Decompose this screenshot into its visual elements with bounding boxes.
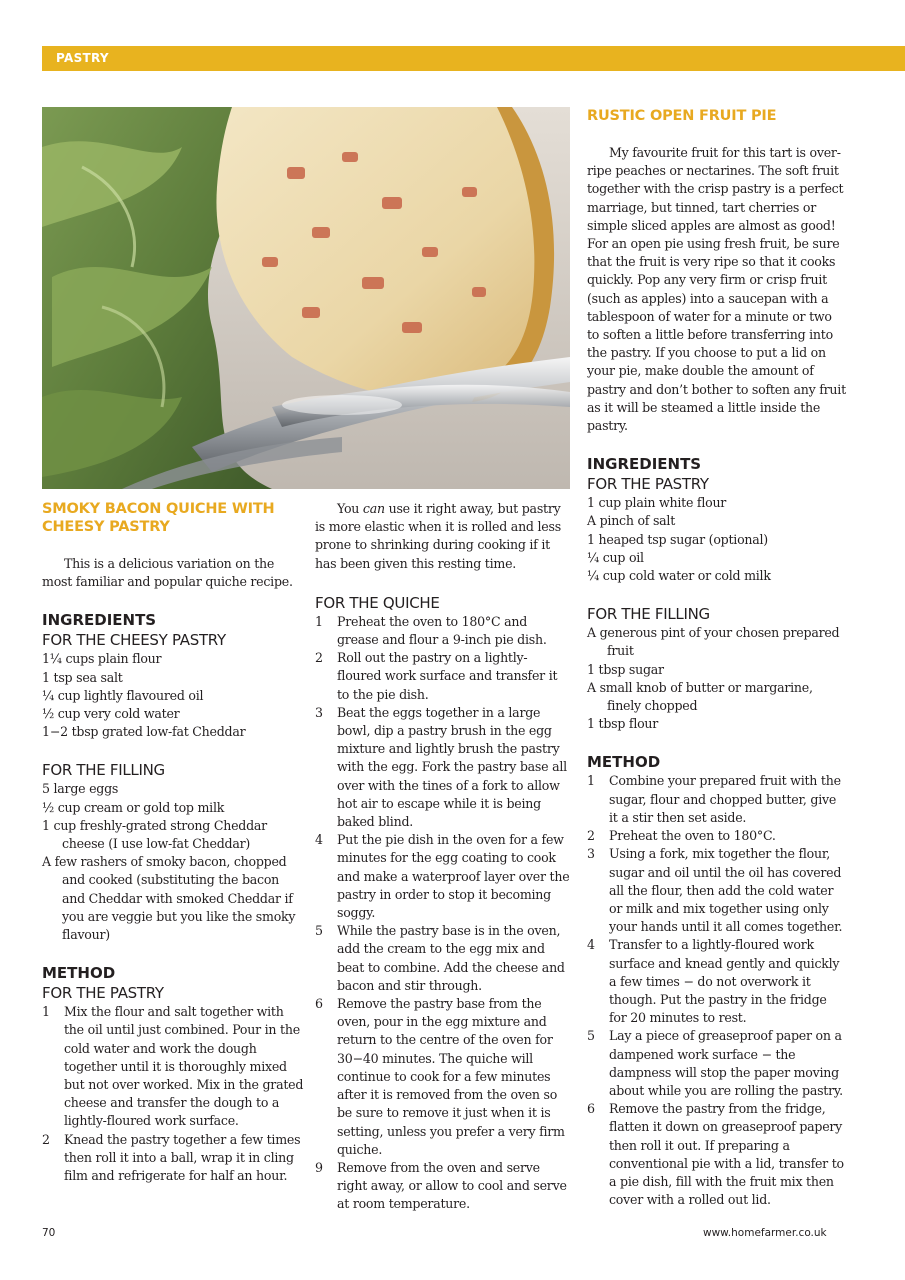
list-item <box>587 845 847 936</box>
quiche-filling-list <box>42 780 304 944</box>
list-item <box>315 995 570 1159</box>
quiche-photo <box>42 107 570 489</box>
list-item <box>315 704 570 831</box>
quiche-method-pastry-steps <box>42 1003 304 1185</box>
resting-note <box>315 500 570 573</box>
step-text: Combine your prepared fruit with the sugar, flour and chopped butter, give it a stir then set aside. <box>609 773 841 825</box>
list-item: 5 large eggs <box>42 781 119 797</box>
list-item: A few rashers of smoky bacon, chopped and cooked (substituting the bacon and Cheddar with smoked Cheddar if you are veggie but you like the smoky flavour) <box>42 854 296 943</box>
list-item <box>587 1027 847 1100</box>
list-item <box>587 1100 847 1209</box>
fruit-pie-title: RUSTIC OPEN FRUIT PIE <box>587 108 777 124</box>
list-item <box>315 831 570 922</box>
list-item: A pinch of salt <box>587 513 676 529</box>
fruit-pie-method-steps <box>587 772 847 1209</box>
list-item <box>315 1159 570 1214</box>
quiche-method-quiche-heading: FOR THE QUICHE <box>315 593 440 612</box>
quiche-pastry-heading: FOR THE CHEESY PASTRY <box>42 631 226 650</box>
list-item <box>587 772 847 827</box>
list-item <box>587 827 847 845</box>
quiche-method-pastry-heading: FOR THE PASTRY <box>42 984 164 1003</box>
list-item: ¼ cup cold water or cold milk <box>587 568 771 584</box>
step-text: Remove the pastry from the fridge, flatten it down on greaseproof papery then roll it out. If preparing a conventional pie with a lid, transfer to a pie dish, fill with the fruit mix then cover with a rolled out lid. <box>609 1101 844 1208</box>
fruit-pie-column <box>587 107 847 1209</box>
list-item: ¼ cup lightly flavoured oil <box>42 687 204 703</box>
quiche-photo-illustration <box>42 107 570 489</box>
list-item: 1 tbsp sugar <box>587 661 664 677</box>
list-item <box>587 936 847 1027</box>
section-label: PASTRY <box>56 51 109 65</box>
step-number: 4 <box>315 832 323 848</box>
list-item <box>42 1131 304 1186</box>
page-number: 70 <box>42 1227 56 1239</box>
quiche-method-quiche-steps <box>315 613 570 1214</box>
resting-note-emphasis: can <box>362 501 385 516</box>
website-link[interactable]: www.homefarmer.co.uk <box>703 1227 827 1239</box>
list-item: A generous pint of your chosen prepared fruit <box>587 625 840 659</box>
fruit-pie-ingredients-heading: INGREDIENTS <box>587 455 702 474</box>
fruit-pie-intro: My favourite fruit for this tart is over-ripe peaches or nectarines. The soft fruit together with the crisp pastry is a perfect marriage, but tinned, tart cherries or simple sliced apples are almost as good! For an open pie using fresh fruit, be sure that the fruit is very ripe so that it cooks quickly. Pop any very firm or crisp fruit (such as apples) into a saucepan with a tablespoon of water for a minute or two to soften a little before transferring into the pastry. If you choose to put a lid on your pie, make double the amount of pastry and don’t bother to soften any fruit as it will be steamed a little inside the pastry. <box>587 145 846 434</box>
quiche-filling-heading: FOR THE FILLING <box>42 761 165 780</box>
quiche-ingredients-heading: INGREDIENTS <box>42 611 157 630</box>
fruit-pie-filling-heading: FOR THE FILLING <box>587 605 710 624</box>
list-item: 1 tsp sea salt <box>42 669 123 685</box>
step-number: 2 <box>42 1131 50 1147</box>
step-number: 1 <box>42 1004 50 1020</box>
step-text: Knead the pastry together a few times then roll it into a ball, wrap it in cling film and refrigerate for half an hour. <box>64 1131 301 1184</box>
step-number: 5 <box>587 1028 595 1044</box>
step-number: 4 <box>587 937 595 953</box>
step-text: Preheat the oven to 180°C. <box>609 828 776 844</box>
step-text: Remove from the oven and serve right away, or allow to cool and serve at room temperature. <box>337 1159 567 1212</box>
step-number: 6 <box>587 1101 595 1117</box>
fruit-pie-filling-list <box>587 624 847 733</box>
quiche-column-1 <box>42 500 304 1185</box>
quiche-method-heading: METHOD <box>42 964 116 983</box>
step-text: Put the pie dish in the oven for a few minutes for the egg coating to cook and make a waterproof layer over the pastry in order to stop it becoming soggy. <box>337 832 570 921</box>
list-item: 1¼ cups plain flour <box>42 651 162 667</box>
fruit-pie-pastry-list <box>587 494 847 585</box>
step-text: Lay a piece of greaseproof paper on a dampened work surface − the dampness will stop the paper moving about while you are rolling the pastry. <box>609 1028 843 1098</box>
fruit-pie-method-heading: METHOD <box>587 753 661 772</box>
quiche-column-2 <box>315 500 570 1214</box>
step-text: Using a fork, mix together the flour, sugar and oil until the oil has covered all the flour, then add the cold water or milk and mix together using only your hands until it all comes together. <box>609 846 843 935</box>
step-number: 1 <box>587 773 595 789</box>
step-number: 9 <box>315 1159 323 1175</box>
list-item: ½ cup very cold water <box>42 706 180 722</box>
step-number: 2 <box>587 828 595 844</box>
list-item: ¼ cup oil <box>587 549 644 565</box>
list-item: 1 tbsp flour <box>587 716 659 732</box>
list-item: 1 cup freshly-grated strong Cheddar cheese (I use low-fat Cheddar) <box>42 817 267 852</box>
step-text: Transfer to a lightly-floured work surface and knead gently and quickly a few times − do not overwork it though. Put the pastry in the fridge for 20 minutes to rest. <box>609 937 840 1026</box>
list-item: ½ cup cream or gold top milk <box>42 799 225 815</box>
step-number: 5 <box>315 923 323 939</box>
quiche-title: SMOKY BACON QUICHE WITH CHEESY PASTRY <box>42 501 275 535</box>
section-bar <box>42 46 905 71</box>
step-text: Roll out the pastry on a lightly-floured work surface and transfer it to the pie dish. <box>337 650 558 702</box>
list-item: 1−2 tbsp grated low-fat Cheddar <box>42 724 246 740</box>
list-item: 1 heaped tsp sugar (optional) <box>587 531 768 547</box>
list-item: A small knob of butter or margarine, finely chopped <box>587 679 813 714</box>
step-text: Preheat the oven to 180°C and grease and flour a 9-inch pie dish. <box>337 613 547 648</box>
step-text: Beat the eggs together in a large bowl, dip a pastry brush in the egg mixture and lightly brush the pastry with the egg. Fork the pastry base all over with the tines of a fork to allow hot air to escape while it is being baked blind. <box>337 704 567 830</box>
list-item <box>315 613 570 649</box>
step-text: Remove the pastry base from the oven, pour in the egg mixture and return to the centre of the oven for 30−40 minutes. The quiche will continue to cook for a few minutes after it is removed from the oven so be sure to remove it just when it is setting, unless you prefer a very firm quiche. <box>337 996 565 1157</box>
fruit-pie-pastry-heading: FOR THE PASTRY <box>587 475 709 494</box>
quiche-intro: This is a delicious variation on the most familiar and popular quiche recipe. <box>42 556 293 590</box>
resting-note-start: You <box>337 501 363 516</box>
list-item: 1 cup plain white flour <box>587 495 727 511</box>
list-item <box>315 922 570 995</box>
step-number: 1 <box>315 613 323 629</box>
step-text: While the pastry base is in the oven, add the cream to the egg mix and beat to combine. Add the cheese and bacon and stir through. <box>337 923 565 993</box>
resting-note-end: use it right away, but pastry is more elastic when it is rolled and less prone to shrinking during cooking if it has been given this resting time. <box>315 501 561 571</box>
step-number: 2 <box>315 650 323 666</box>
step-number: 3 <box>315 704 323 720</box>
quiche-pastry-list <box>42 650 304 741</box>
step-text: Mix the flour and salt together with the oil until just combined. Pour in the cold water and work the dough together until it is thoroughly mixed but not over worked. Mix in the grated cheese and transfer the dough to a lightly-floured work surface. <box>64 1004 304 1129</box>
step-number: 6 <box>315 996 323 1012</box>
list-item <box>42 1003 304 1130</box>
list-item <box>315 649 570 704</box>
step-number: 3 <box>587 846 595 862</box>
